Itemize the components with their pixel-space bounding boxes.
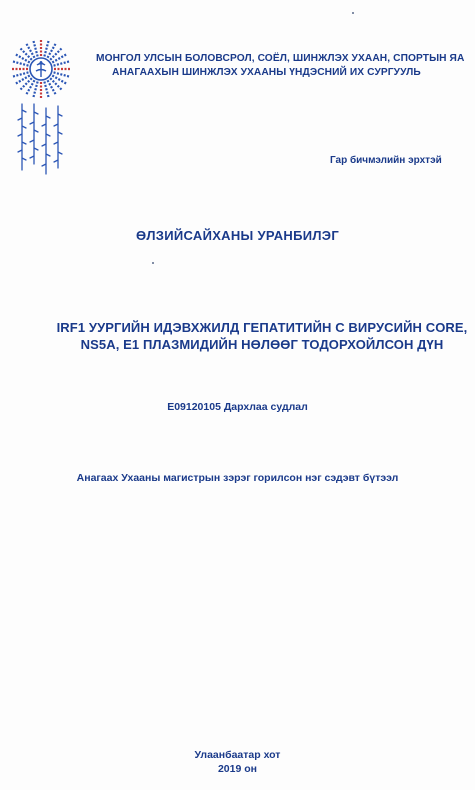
scan-speck bbox=[152, 262, 154, 264]
manuscript-rights-note: Гар бичмэлийн эрхтэй bbox=[330, 155, 442, 166]
university-emblem-icon bbox=[10, 38, 72, 100]
thesis-title-line2: NS5A, E1 ПЛАЗМИДИЙН НӨЛӨӨГ ТОДОРХОЙЛСОН ДҮН bbox=[80, 337, 444, 352]
header-line-university: АНАГААХЫН ШИНЖЛЭХ УХААНЫ ҮНДЭСНИЙ ИХ СУРГУУЛЬ bbox=[112, 67, 421, 78]
year-label: 2019 он bbox=[217, 763, 258, 775]
author-name: ӨЛЗИЙСАЙХАНЫ УРАНБИЛЭГ bbox=[135, 228, 340, 243]
place-and-year bbox=[0, 748, 475, 776]
specialty-code: E09120105 Дархлаа судлал bbox=[167, 401, 308, 413]
mongolian-script-icon bbox=[14, 100, 74, 176]
scan-speck bbox=[352, 12, 354, 14]
thesis-title-line1: IRF1 УУРГИЙН ИДЭВХЖИЛД ГЕПАТИТИЙН С ВИРУСИЙН CORE, bbox=[56, 320, 468, 335]
institution-header bbox=[96, 52, 475, 80]
header-line-ministry: МОНГОЛ УЛСЫН БОЛОВСРОЛ, СОЁЛ, ШИНЖЛЭХ УХААН, СПОРТЫН ЯА bbox=[96, 53, 465, 64]
city-label: Улаанбаатар хот bbox=[194, 749, 281, 761]
degree-statement: Анагаах Ухааны магистрын зэрэг горилсон нэг сэдэвт бүтээл bbox=[76, 472, 399, 484]
thesis-title bbox=[52, 319, 472, 353]
